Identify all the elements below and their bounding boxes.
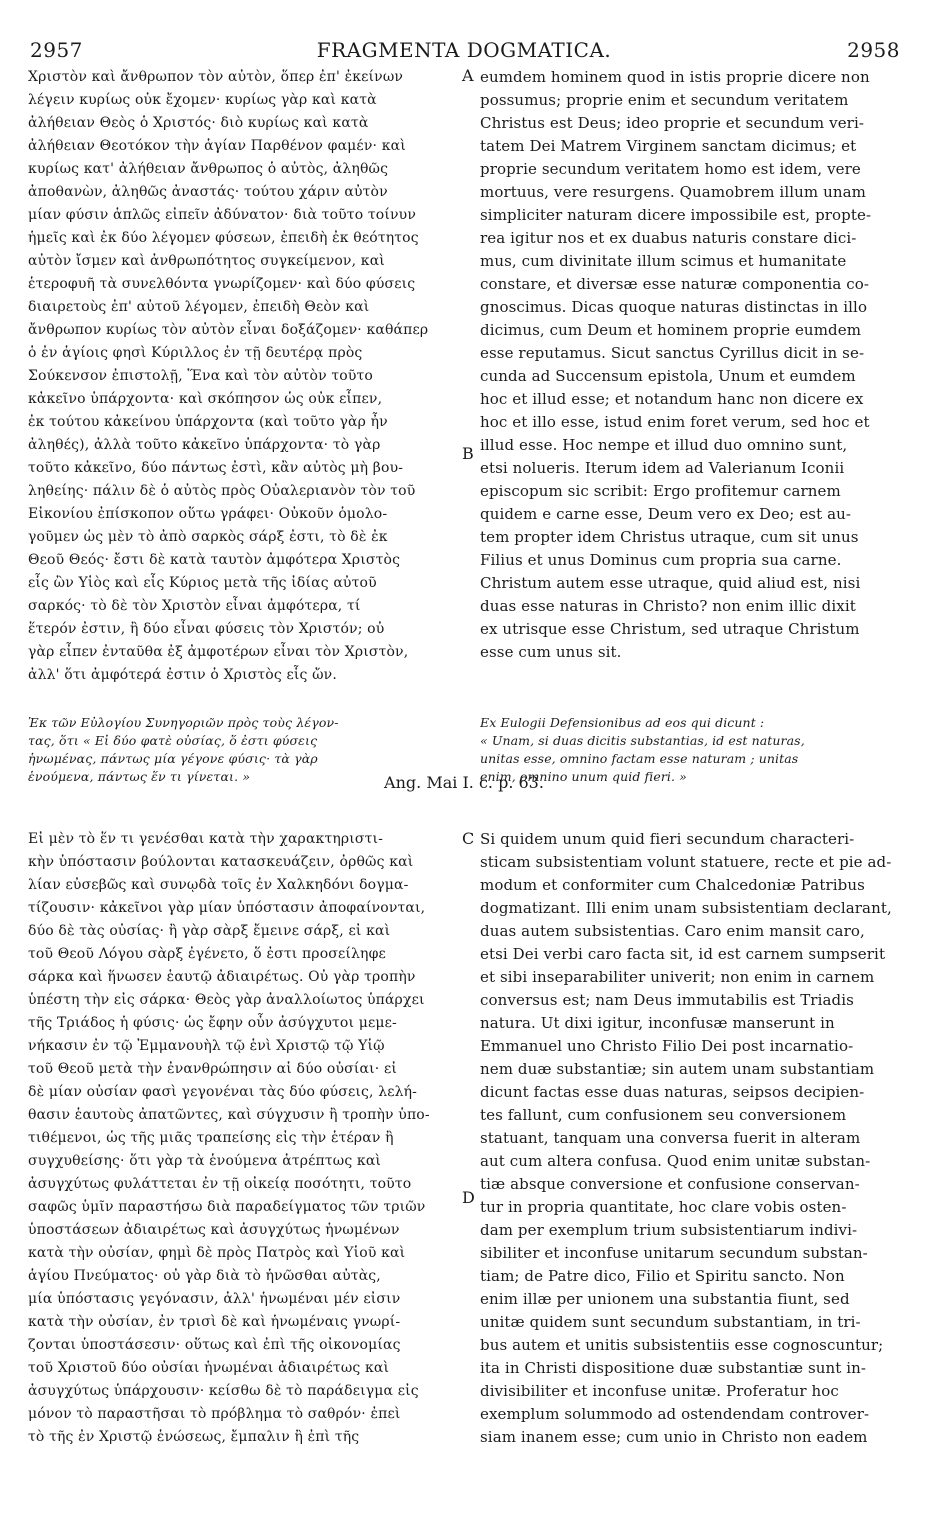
text-line: esse cum unus sit.	[480, 643, 622, 661]
text-line: proprie secundum veritatem homo est idem, vere	[480, 160, 861, 178]
text-line: constare, et diversæ esse naturæ componentia co-	[480, 275, 870, 293]
text-line: etsi nolueris. Iterum idem ad Valerianum Iconii	[480, 459, 845, 477]
text-line: divisibiliter et inconfuse unitæ. Proferatur hoc	[480, 1382, 839, 1400]
text-line: ita in Christi dispositione duæ substantiæ sunt in-	[480, 1359, 867, 1377]
text-line: δὲ μίαν οὐσίαν φασὶ γεγονέναι τὰς δύο φύσεις, λελή-	[28, 1084, 418, 1100]
text-line: ἀλλ' ὅτι ἀμφότερά ἐστιν ὁ Χριστὸς εἷς ὤν.	[28, 667, 337, 683]
text-line: ὑποστάσεων ἀδιαιρέτως καὶ ἀσυγχύτως ἡνωμένων	[28, 1222, 400, 1238]
text-line: dam per exemplum trium subsistentiarum indivi-	[480, 1221, 858, 1239]
text-line: nem duæ substantiæ; sin autem unam substantiam	[480, 1060, 875, 1078]
text-line: siam inanem esse; cum unio in Christo non eadem	[480, 1428, 868, 1446]
text-line: rea igitur nos et ex duabus naturis constare dici-	[480, 229, 857, 247]
text-line: εἷς ὢν Υἱὸς καὶ εἷς Κύριος μετὰ τῆς ἰδίας αὐτοῦ	[28, 575, 377, 591]
text-line: tur in propria quantitate, hoc clare vobis osten-	[480, 1198, 847, 1216]
text-line: tiam; de Patre dico, Filio et Spiritu sancto. Non	[480, 1267, 845, 1285]
text-line: dicimus, cum Deum et hominem proprie eumdem	[480, 321, 862, 339]
text-line: aut cum altera confusa. Quod enim unitæ substan-	[480, 1152, 871, 1170]
text-line: modum et conformiter cum Chalcedoniæ Patribus	[480, 876, 865, 894]
margin-marker-a: A	[462, 66, 474, 85]
text-line: ἀληθές), ἀλλὰ τοῦτο κἀκεῖνο ὑπάρχοντα· τὸ γὰρ	[28, 437, 381, 453]
text-line: τίζουσιν· κἀκεῖνοι γὰρ μίαν ὑπόστασιν ἀποφαίνονται,	[28, 900, 426, 916]
margin-marker-c: C	[462, 829, 475, 848]
text-line: μίαν φύσιν ἁπλῶς εἰπεῖν ἀδύνατον· διὰ τοῦτο τοίνυν	[28, 207, 416, 223]
text-line: unitas esse, omnino factam esse naturam ; unitas	[480, 751, 799, 766]
text-line: ληθείης· πάλιν δὲ ὁ αὐτὸς πρὸς Οὐαλεριανὸν τὸν τοῦ	[28, 483, 416, 499]
text-line: γὰρ εἶπεν ἐνταῦθα ἐξ ἀμφοτέρων εἶναι τὸν Χριστὸν,	[28, 644, 409, 660]
text-line: tatem Dei Matrem Virginem sanctam dicimus; et	[480, 137, 857, 155]
text-line: γοῦμεν ὡς μὲν τὸ ἀπὸ σαρκὸς σάρξ ἐστι, τὸ δὲ ἐκ	[28, 529, 388, 545]
text-line: « Unam, si duas dicitis substantias, id est naturas,	[480, 733, 805, 748]
text-line: ἡνωμένας, πάντως μία γέγονε φύσις· τὰ γὰρ	[28, 751, 318, 766]
page-header	[0, 38, 928, 62]
running-title: FRAGMENTA DOGMATICA.	[316, 38, 612, 62]
text-line: κἀκεῖνο ὑπάρχοντα· καὶ σκόπησον ὡς οὐκ εἶπεν,	[28, 391, 383, 407]
text-line: unitæ quidem sunt secundum substantiam, in tri-	[480, 1313, 861, 1331]
text-line: dogmatizant. Illi enim unam subsistentiam declarant,	[480, 899, 892, 917]
text-line: mortuus, vere resurgens. Quamobrem illum unam	[480, 183, 866, 201]
section2-greek-column	[28, 828, 460, 1449]
text-line: enim illæ per unionem una substantia fiunt, sed	[480, 1290, 850, 1308]
text-line: ἡμεῖς καὶ ἐκ δύο λέγομεν φύσεων, ἐπειδὴ ἐκ θεότητος	[28, 230, 419, 246]
text-line: κὴν ὑπόστασιν βούλονται κατασκευάζειν, ὀρθῶς καὶ	[28, 854, 414, 870]
text-line: ἄνθρωπον κυρίως τὸν αὐτὸν εἶναι δοξάζομεν· καθάπερ	[28, 322, 429, 338]
text-line: Emmanuel uno Christo Filio Dei post incarnatio-	[480, 1037, 854, 1055]
source-reference: Ang. Mai I. c. p. 63.	[384, 773, 544, 792]
text-line: ἁγίου Πνεύματος· οὐ γὰρ διὰ τὸ ἡνῶσθαι αὐτὰς,	[28, 1268, 381, 1284]
text-line: eumdem hominem quod in istis proprie dicere non	[480, 68, 870, 86]
text-line: συγχυθείσης· ὅτι γὰρ τὰ ἑνούμενα ἀτρέπτως καὶ	[28, 1153, 382, 1169]
text-line: λέγειν κυρίως οὐκ ἔχομεν· κυρίως γὰρ καὶ κατὰ	[28, 92, 377, 108]
text-line: dicunt factas esse duas naturas, seipsos decipien-	[480, 1083, 865, 1101]
text-line: ἐκ τούτου κἀκείνου ὑπάρχοντα (καὶ τοῦτο γὰρ ἦν	[28, 414, 388, 430]
text-line: ex utrisque esse Christum, sed utraque Christum	[480, 620, 860, 638]
text-line: σαφῶς ὑμῖν παραστήσω διὰ παραδείγματος τῶν τριῶν	[28, 1199, 426, 1215]
text-line: illud esse. Hoc nempe et illud duo omnino sunt,	[480, 436, 848, 454]
text-line: tes fallunt, cum confusionem seu conversionem	[480, 1106, 847, 1124]
text-line: κατὰ τὴν οὐσίαν, φημὶ δὲ πρὸς Πατρὸς καὶ Υἱοῦ καὶ	[28, 1245, 406, 1261]
section2-latin-column	[480, 828, 894, 1449]
text-line: ἑνούμενα, πάντως ἕν τι γίνεται. »	[28, 769, 251, 784]
section1-greek-column	[28, 66, 460, 687]
text-line: statuant, tanquam una conversa fuerit in alteram	[480, 1129, 861, 1147]
text-line: Σούκενσον ἐπιστολῇ, Ἕνα καὶ τὸν αὐτὸν τοῦτο	[28, 368, 373, 384]
text-line: ἀσυγχύτως ὑπάρχουσιν· κείσθω δὲ τὸ παράδειγμα εἰς	[28, 1383, 419, 1399]
text-line: διαιρετοὺς ἐπ' αὐτοῦ λέγομεν, ἐπειδὴ Θεὸν καὶ	[28, 299, 370, 315]
text-line: conversus est; nam Deus immutabilis est Triadis	[480, 991, 854, 1009]
text-line: hoc et illo esse, istud enim foret verum, sed hoc et	[480, 413, 870, 431]
text-line: enim, omnino unum quid fieri. »	[480, 769, 687, 784]
text-line: bus autem et unitis subsistentiis esse cognoscuntur;	[480, 1336, 884, 1354]
text-line: natura. Ut dixi igitur, inconfusæ manserunt in	[480, 1014, 835, 1032]
text-line: mus, cum divinitate illum scimus et humanitate	[480, 252, 847, 270]
text-line: ἕτερόν ἐστιν, ἢ δύο εἶναι φύσεις τὸν Χριστόν; οὐ	[28, 621, 385, 637]
text-line: τῆς Τριάδος ἡ φύσις· ὡς ἔφην οὖν ἀσύγχυτοι μεμε-	[28, 1015, 397, 1031]
text-line: duas autem subsistentias. Caro enim mansit caro,	[480, 922, 865, 940]
text-line: ἀλήθειαν Θεοτόκον τὴν ἁγίαν Παρθένον φαμέν· καὶ	[28, 138, 406, 154]
text-line: etsi Dei verbi caro facta sit, id est carnem sumpserit	[480, 945, 886, 963]
text-line: τιθέμενοι, ὡς τῆς μιᾶς τραπείσης εἰς τὴν ἑτέραν ἢ	[28, 1130, 394, 1146]
text-line: κυρίως κατ' ἀλήθειαν ἄνθρωπος ὁ αὐτὸς, ἀληθῶς	[28, 161, 389, 177]
text-line: μία ὑπόστασις γεγόνασιν, ἀλλ' ἡνωμέναι μέν εἰσιν	[28, 1291, 401, 1307]
text-line: Εἰ μὲν τὸ ἕν τι γενέσθαι κατὰ τὴν χαρακτηριστι-	[28, 831, 384, 847]
text-line: ζονται ὑποστάσεσιν· οὕτως καὶ ἐπὶ τῆς οἰκονομίας	[28, 1337, 401, 1353]
text-line: sticam subsistentiam volunt statuere, recte et pie ad-	[480, 853, 892, 871]
text-line: τοῦ Χριστοῦ δύο οὐσίαι ἡνωμέναι ἀδιαιρέτως καὶ	[28, 1360, 390, 1376]
text-line: τας, ὅτι « Εἰ δύο φατὲ οὐσίας, ὅ ἐστι φύσεις	[28, 733, 318, 748]
left-page-number: 2957	[30, 38, 83, 62]
text-line: δύο δὲ τὰς οὐσίας· ἢ γὰρ σὰρξ ἔμεινε σάρξ, εἰ καὶ	[28, 923, 391, 939]
margin-marker-d: D	[462, 1188, 475, 1207]
text-line: τοῦ Θεοῦ Λόγου σὰρξ ἐγένετο, ὅ ἐστι προσείληφε	[28, 946, 386, 962]
text-line: cunda ad Succensum epistola, Unum et eumdem	[480, 367, 856, 385]
text-line: μόνον τὸ παραστῆσαι τὸ πρόβλημα τὸ σαθρόν· ἐπεὶ	[28, 1406, 401, 1422]
text-line: Θεοῦ Θεός· ἔστι δὲ κατὰ ταυτὸν ἀμφότερα Χριστὸς	[28, 552, 401, 568]
text-line: ἀποθανὼν, ἀληθῶς ἀναστάς· τούτου χάριν αὐτὸν	[28, 184, 388, 200]
text-line: ἀλήθειαν Θεὸς ὁ Χριστός· διὸ κυρίως καὶ κατὰ	[28, 115, 369, 131]
text-line: Si quidem unum quid fieri secundum characteri-	[480, 830, 855, 848]
text-line: σάρκα καὶ ἥνωσεν ἑαυτῷ ἀδιαιρέτως. Οὐ γὰρ τροπὴν	[28, 969, 416, 985]
text-line: hoc et illud esse; et notandum hanc non dicere ex	[480, 390, 864, 408]
text-line: ἀσυγχύτως φυλάττεται ἐν τῇ οἰκείᾳ ποσότητι, τοῦτο	[28, 1176, 412, 1192]
text-line: Εἰκονίου ἐπίσκοπον οὕτω γράφει· Οὐκοῦν ὁμολο-	[28, 506, 388, 522]
text-line: simpliciter naturam dicere impossibile est, propte-	[480, 206, 872, 224]
text-line: Ex Eulogii Defensionibus ad eos qui dicunt :	[480, 715, 765, 730]
text-line: θασιν ἑαυτοὺς ἀπατῶντες, καὶ σύγχυσιν ἢ τροπὴν ὑπο-	[28, 1107, 430, 1123]
text-line: λίαν εὐσεβῶς καὶ συνῳδὰ τοῖς ἐν Χαλκηδόνι δογμα-	[28, 877, 409, 893]
text-line: κατὰ τὴν οὐσίαν, ἐν τρισὶ δὲ καὶ ἡνωμέναις γνωρί-	[28, 1314, 401, 1330]
text-line: ὑπέστη τὴν εἰς σάρκα· Θεὸς γὰρ ἀναλλοίωτος ὑπάρχει	[28, 992, 425, 1008]
text-line: duas esse naturas in Christo? non enim illic dixit	[480, 597, 856, 615]
text-line: exemplum solummodo ad ostendendam controver-	[480, 1405, 870, 1423]
margin-marker-b: B	[462, 444, 474, 463]
text-line: Christus est Deus; ideo proprie et secundum veri-	[480, 114, 865, 132]
text-line: esse reputamus. Sicut sanctus Cyrillus dicit in se-	[480, 344, 865, 362]
right-page-number: 2958	[847, 38, 900, 62]
text-line: gnoscimus. Dicas quoque naturas distinctas in illo	[480, 298, 868, 316]
text-line: ἑτεροφυῆ τὰ συνελθόντα γνωρίζομεν· καὶ δύο φύσεις	[28, 276, 416, 292]
text-line: τὸ τῆς ἐν Χριστῷ ἑνώσεως, ἔμπαλιν ἢ ἐπὶ τῆς	[28, 1429, 360, 1445]
text-line: Ἐκ τῶν Εὐλογίου Συνηγοριῶν πρὸς τοὺς λέγον-	[28, 715, 339, 730]
text-line: Christum autem esse utraque, quid aliud est, nisi	[480, 574, 861, 592]
text-line: et sibi inseparabiliter univerit; non enim in carnem	[480, 968, 875, 986]
text-line: sibiliter et inconfuse unitarum secundum substan-	[480, 1244, 868, 1262]
text-line: τοῦτο κἀκεῖνο, δύο πάντως ἐστὶ, κἂν αὐτὸς μὴ βου-	[28, 460, 404, 476]
text-line: episcopum sic scribit: Ergo profitemur carnem	[480, 482, 841, 500]
text-line: tiæ absque conversione et confusione conservan-	[480, 1175, 860, 1193]
text-line: τοῦ Θεοῦ μετὰ τὴν ἐνανθρώπησιν αἱ δύο οὐσίαι· εἰ	[28, 1061, 397, 1077]
text-line: quidem e carne esse, Deum vero ex Deo; est au-	[480, 505, 852, 523]
text-line: possumus; proprie enim et secundum veritatem	[480, 91, 849, 109]
text-line: tem propter idem Christus utraque, cum sit unus	[480, 528, 859, 546]
text-line: Χριστὸν καὶ ἄνθρωπον τὸν αὐτὸν, ὅπερ ἐπ' ἐκείνων	[28, 69, 404, 85]
text-line: νήκασιν ἐν τῷ Ἐμμανουὴλ τῷ ἑνὶ Χριστῷ τῷ Υἱῷ	[28, 1038, 385, 1054]
text-line: Filius et unus Dominus cum propria sua carne.	[480, 551, 842, 569]
section1-latin-column	[480, 66, 894, 664]
text-line: σαρκός· τὸ δὲ τὸν Χριστὸν εἶναι ἀμφότερα, τί	[28, 598, 361, 614]
text-line: αὐτὸν ἴσμεν καὶ ἀνθρωπότητος συγκείμενον, καὶ	[28, 253, 385, 269]
text-line: ὁ ἐν ἁγίοις φησὶ Κύριλλος ἐν τῇ δευτέρᾳ πρὸς	[28, 345, 363, 361]
